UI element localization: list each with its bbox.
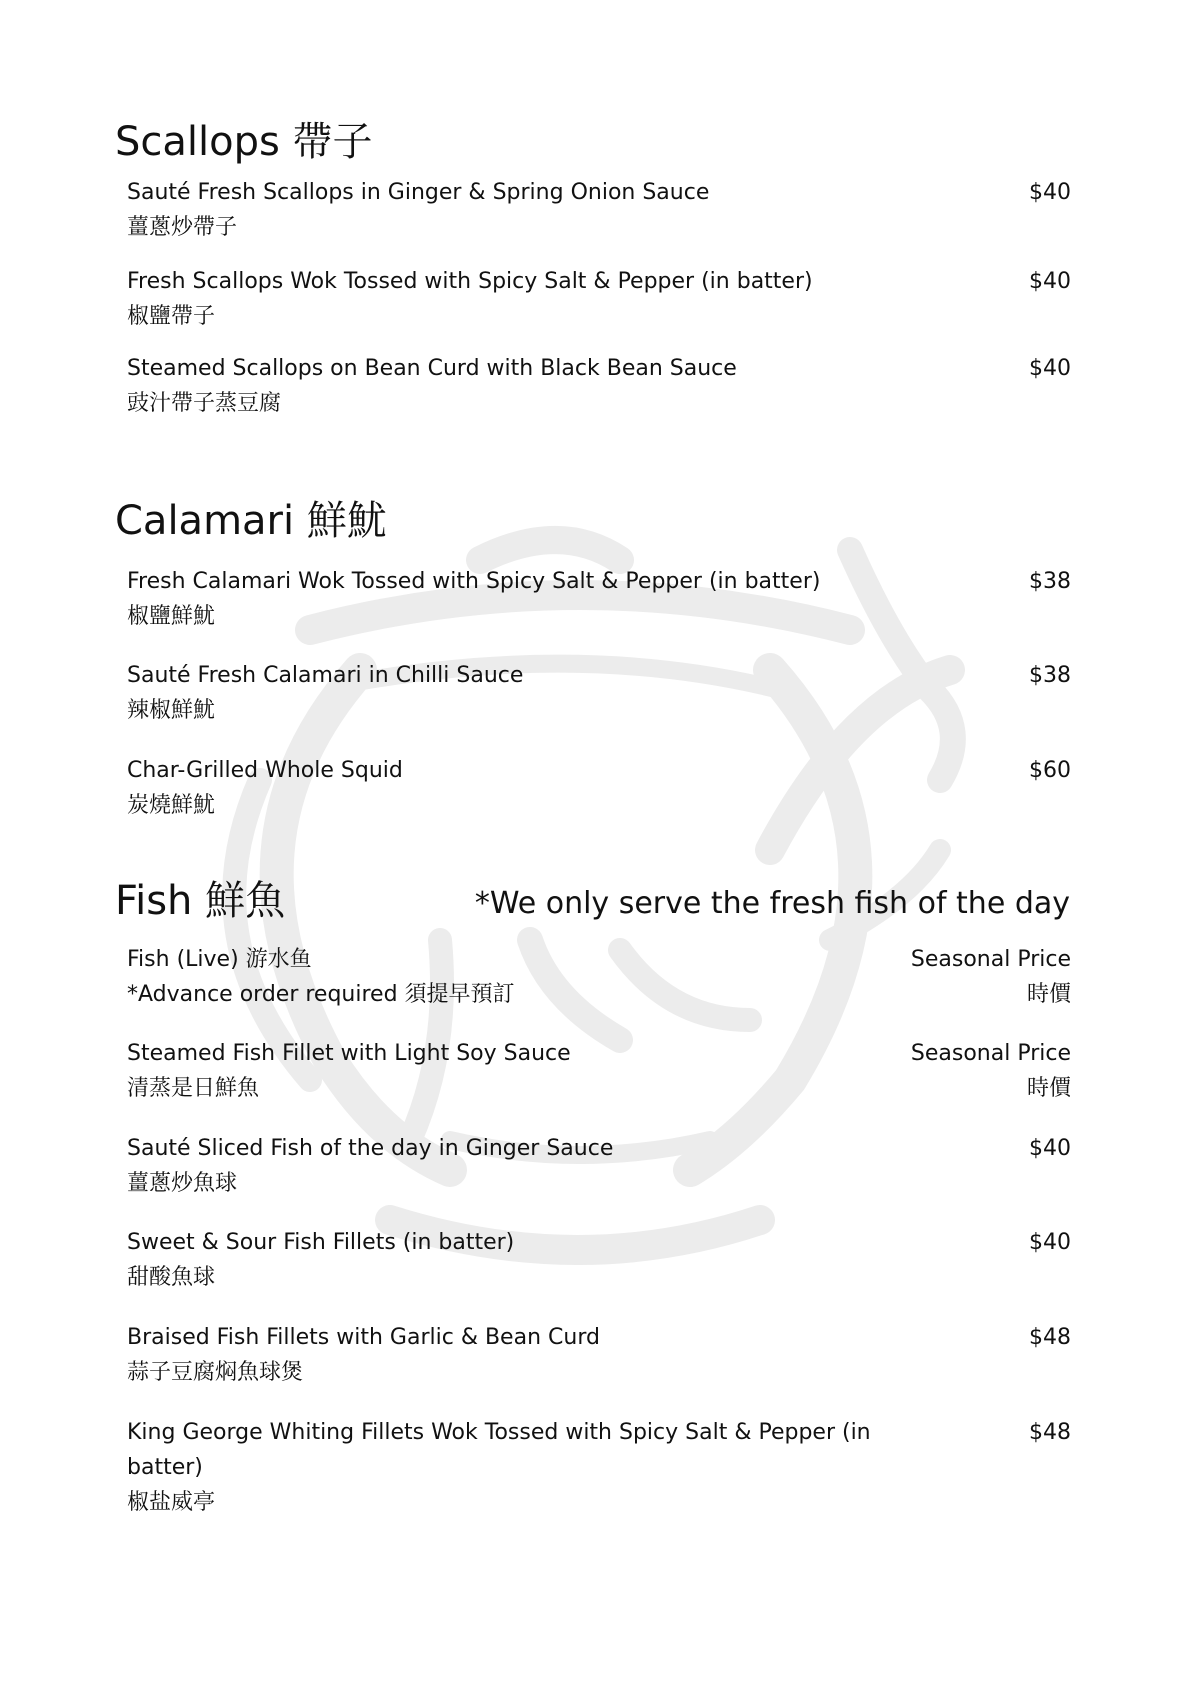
item-price-chinese: 時價 (1026, 982, 1071, 1007)
menu-item (127, 753, 1071, 823)
item-chinese-name: 豉汁帶子蒸豆腐 (127, 391, 282, 416)
item-price: $38 (1029, 663, 1071, 688)
item-name: Fresh Scallops Wok Tossed with Spicy Salt & Pepper (in batter) (127, 269, 813, 294)
item-price: $40 (1029, 269, 1071, 294)
menu-item (127, 1225, 1071, 1295)
item-price: Seasonal Price 時價 (911, 1036, 1071, 1106)
item-chinese-name: 薑蔥炒帶子 (127, 215, 238, 240)
menu-item (127, 175, 1071, 245)
item-chinese-name: 蒜子豆腐焖魚球煲 (127, 1360, 304, 1385)
item-price: $48 (1029, 1420, 1071, 1445)
item-name: King George Whiting Fillets Wok Tossed with Spicy Salt & Pepper (in batter) (127, 1420, 871, 1480)
menu-item (127, 1131, 1071, 1201)
item-price-chinese: 時價 (1026, 1076, 1071, 1101)
item-chinese-name: 炭燒鮮魷 (127, 793, 216, 818)
item-name: Steamed Fish Fillet with Light Soy Sauce (127, 1041, 571, 1066)
menu-item (127, 658, 1071, 728)
menu-item (127, 351, 1071, 421)
item-name: Steamed Scallops on Bean Curd with Black Bean Sauce (127, 356, 737, 381)
item-price: $48 (1029, 1325, 1071, 1350)
section-title-fish: Fish 鮮魚 (115, 878, 286, 924)
item-name: Fresh Calamari Wok Tossed with Spicy Salt & Pepper (in batter) (127, 569, 821, 594)
item-price: $40 (1029, 1230, 1071, 1255)
item-name: Sweet & Sour Fish Fillets (in batter) (127, 1230, 515, 1255)
menu-item (127, 942, 1071, 1012)
item-name: Braised Fish Fillets with Garlic & Bean Curd (127, 1325, 600, 1350)
section-title-calamari: Calamari 鮮魷 (115, 498, 387, 544)
item-price: $40 (1029, 356, 1071, 381)
item-price: $60 (1029, 758, 1071, 783)
menu-item (127, 264, 1071, 334)
item-price: Seasonal Price 時價 (911, 942, 1071, 1012)
item-chinese-name: 椒鹽帶子 (127, 304, 216, 329)
item-advance-order-note: *Advance order required 須提早預訂 (127, 982, 515, 1007)
item-chinese-name: 辣椒鮮魷 (127, 698, 216, 723)
item-name: Sauté Fresh Scallops in Ginger & Spring Onion Sauce (127, 180, 710, 205)
item-chinese-name: 薑蔥炒魚球 (127, 1171, 238, 1196)
item-chinese-name: 椒鹽鮮魷 (127, 604, 216, 629)
item-price: $40 (1029, 180, 1071, 205)
menu-item (127, 1415, 1071, 1520)
menu-item (127, 1036, 1071, 1106)
item-price: $40 (1029, 1136, 1071, 1161)
item-price: $38 (1029, 569, 1071, 594)
section-title-scallops: Scallops 帶子 (115, 119, 373, 165)
menu-item (127, 1320, 1071, 1390)
item-chinese-name: 椒盐威亭 (127, 1490, 216, 1515)
item-name: Sauté Sliced Fish of the day in Ginger Sauce (127, 1136, 614, 1161)
item-chinese-name: 甜酸魚球 (127, 1265, 216, 1290)
item-name: Fish (Live) 游水鱼 (127, 947, 312, 972)
item-name: Char-Grilled Whole Squid (127, 758, 403, 783)
fresh-fish-note: *We only serve the fresh fish of the day (474, 886, 1070, 921)
item-chinese-name: 清蒸是日鮮魚 (127, 1076, 260, 1101)
item-name: Sauté Fresh Calamari in Chilli Sauce (127, 663, 524, 688)
menu-item (127, 564, 1071, 634)
